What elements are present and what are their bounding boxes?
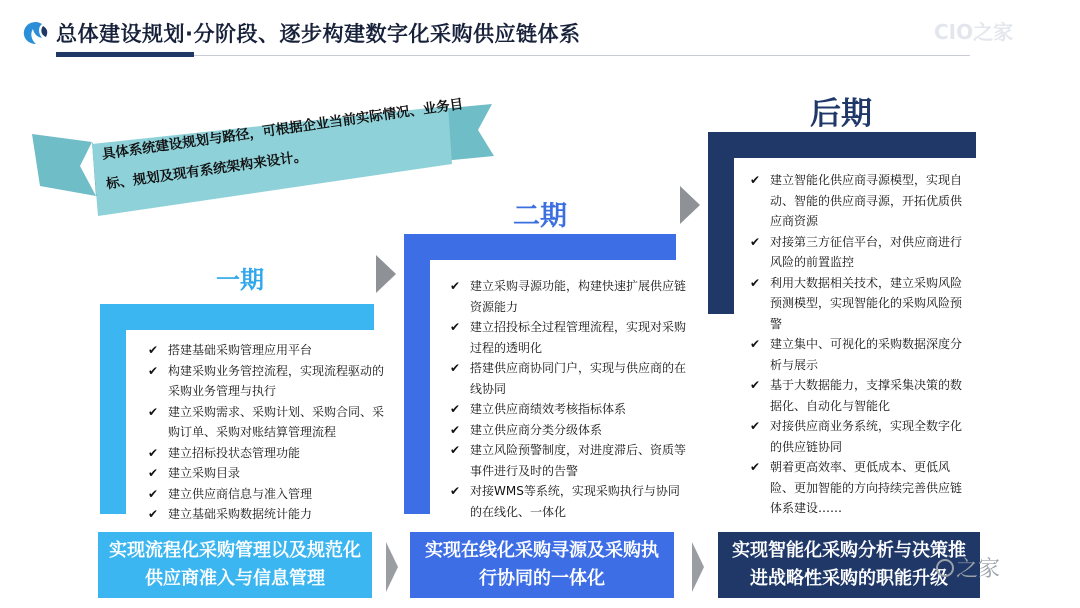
phase-2-bracket-side: [404, 234, 430, 514]
phase-2-summary: 实现在线化采购寻源及采购执行协同的一体化: [410, 532, 674, 598]
watermark-logo-icon: [936, 559, 954, 577]
phase-3-bracket-top: [708, 132, 976, 158]
arrow-right-icon: [680, 186, 700, 224]
phase-1-bracket-side: [100, 304, 126, 514]
check-icon: ✔: [148, 343, 159, 357]
list-item: ✔ 对接第三方征信平台，对供应商进行风险的前置监控: [744, 232, 972, 273]
list-item: ✔ 建立招投标全过程管理流程，实现对采购过程的透明化: [444, 317, 690, 358]
ribbon-text: 具体系统建设规划与路径，可根据企业当前实际情况、业务目标、规划及现有系统架构来设计。: [100, 96, 465, 193]
phase-2-label: 二期: [513, 201, 567, 232]
check-icon: ✔: [148, 363, 159, 378]
check-icon: ✔: [148, 404, 159, 419]
list-item: ✔ 朝着更高效率、更低成本、更低风险、更加智能的方向持续完善供应链体系建设……: [744, 457, 972, 519]
check-icon: ✔: [750, 378, 761, 392]
check-icon: ✔: [148, 466, 159, 480]
phase-3-list: [744, 170, 972, 519]
check-icon: ✔: [450, 279, 461, 293]
phase-3-summary: 实现智能化采购分析与决策推进战略性采购的职能升级: [718, 532, 980, 598]
list-item: ✔ 基于大数据能力，支撑采集决策的数据化、自动化与智能化: [744, 375, 972, 416]
check-icon: ✔: [750, 275, 761, 290]
phase-2-list: [444, 276, 690, 522]
list-item: ✔ 建立供应商绩效考核指标体系: [444, 399, 690, 420]
list-item: ✔ 建立采购寻源功能，构建快速扩展供应链资源能力: [444, 276, 690, 317]
arrow-right-icon: [376, 255, 396, 293]
list-item: ✔ 利用大数据相关技术，建立采购风险预测模型，实现智能化的采购风险预警: [744, 273, 972, 335]
title-underline-accent: [56, 52, 194, 57]
check-icon: ✔: [750, 460, 761, 474]
check-icon: ✔: [148, 445, 159, 460]
list-item: ✔ 对接供应商业务系统，实现全数字化的供应链协同: [744, 416, 972, 457]
list-item: ✔ 建立招标投状态管理功能: [142, 443, 386, 464]
list-item: ✔ 建立基础采购数据统计能力: [142, 504, 386, 525]
check-icon: ✔: [450, 422, 461, 437]
phase-1-label: 一期: [216, 266, 264, 294]
list-item: ✔ 建立风险预警制度，对进度滞后、资质等事件进行及时的告警: [444, 440, 690, 481]
check-icon: ✔: [750, 337, 761, 351]
phase-3-label: 后期: [810, 96, 872, 132]
list-item: ✔ 建立集中、可视化的采购数据深度分析与展示: [744, 334, 972, 375]
check-icon: ✔: [450, 484, 461, 498]
chevron-right-icon: [386, 542, 398, 592]
list-item: ✔ 对接WMS等系统，实现采购执行与协同的在线化、一体化: [444, 481, 690, 522]
list-item: ✔ 构建采购业务管控流程，实现流程驱动的采购业务管理与执行: [142, 361, 386, 402]
list-item: ✔ 建立采购目录: [142, 463, 386, 484]
check-icon: ✔: [450, 320, 461, 334]
phase-2-bracket-top: [404, 234, 676, 260]
check-icon: ✔: [450, 443, 461, 457]
check-icon: ✔: [750, 419, 761, 433]
page-title: 总体建设规划·分阶段、逐步构建数字化采购供应链体系: [56, 22, 581, 46]
list-item: ✔ 建立供应商分类分级体系: [444, 420, 690, 441]
check-icon: ✔: [450, 361, 461, 375]
watermark-top: CIO之家: [934, 20, 1014, 44]
chevron-right-icon: [692, 542, 704, 592]
check-icon: ✔: [450, 402, 461, 416]
list-item: ✔ 建立智能化供应商寻源模型，实现自动、智能的供应商寻源，开拓优质供应商资源: [744, 170, 972, 232]
phase-1-summary: 实现流程化采购管理以及规范化供应商准入与信息管理: [98, 532, 372, 598]
phase-3-bracket-side: [708, 132, 734, 314]
check-icon: ✔: [148, 486, 159, 501]
list-item: ✔ 搭建基础采购管理应用平台: [142, 340, 386, 361]
cio-logo-icon: [22, 20, 50, 46]
phase-1-bracket-top: [100, 304, 374, 330]
title-divider: [194, 55, 970, 56]
check-icon: ✔: [148, 507, 159, 521]
list-item: ✔ 建立采购需求、采购计划、采购合同、采购订单、采购对账结算管理流程: [142, 402, 386, 443]
phase-1-list: [142, 340, 386, 525]
check-icon: ✔: [750, 234, 761, 249]
list-item: ✔ 建立供应商信息与准入管理: [142, 484, 386, 505]
check-icon: ✔: [750, 173, 761, 187]
watermark-bottom: 之家: [936, 552, 1000, 583]
list-item: ✔ 搭建供应商协同门户，实现与供应商的在线协同: [444, 358, 690, 399]
